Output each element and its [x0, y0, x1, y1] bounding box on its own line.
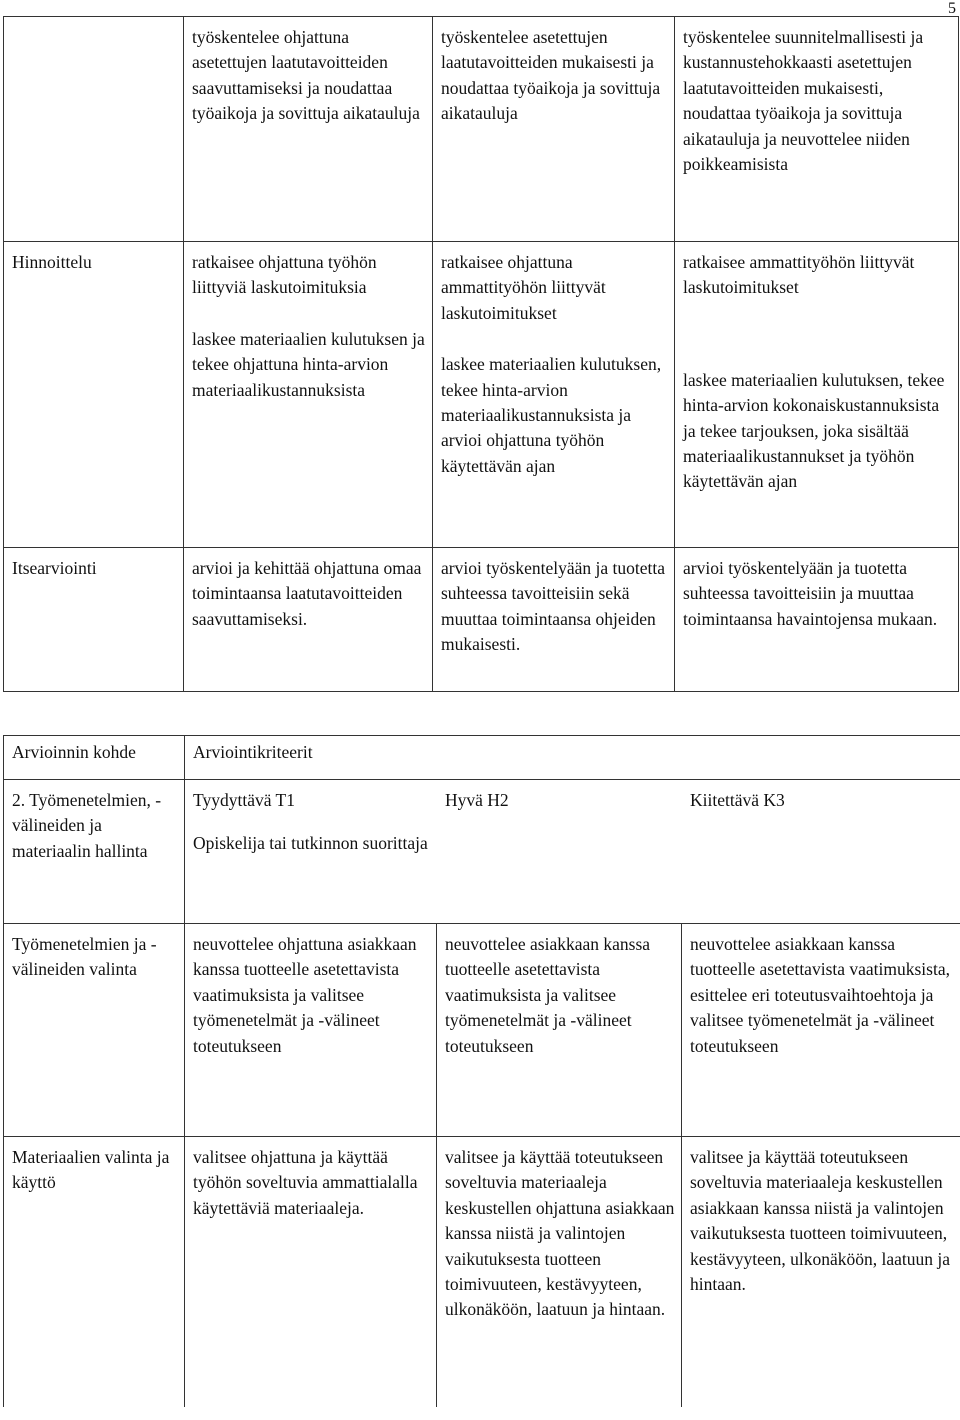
- criteria-cell: [185, 924, 437, 1137]
- criteria-cell: [184, 242, 433, 548]
- criteria-text: neuvottelee asiakkaan kanssa tuotteelle asetettavista vaatimuksista, esittelee eri toteutusvaihtoehtoja ja valitsee työmenetelmät ja -välineet toteutukseen: [690, 934, 950, 1056]
- criteria-cell: [682, 1137, 960, 1407]
- criteria-text: valitsee ohjattuna ja käyttää työhön soveltuvia ammattialalla käytettäviä materiaaleja.: [193, 1147, 418, 1218]
- criteria-text: neuvottelee ohjattuna asiakkaan kanssa tuotteelle asetettavista vaatimuksista ja valitsee työmenetelmät ja -välineet toteutukseen: [193, 934, 417, 1056]
- criteria-text: valitsee ja käyttää toteutukseen soveltuvia materiaaleja keskustellen ohjattuna asiakkaan kanssa niistä ja valintojen vaikutuksesta tuotteen toimivuuteen, kestävyyteen, ulkonäköön, laatuun ja hintaan.: [445, 1147, 675, 1320]
- criteria-text: arvioi työskentelyään ja tuotetta suhteessa tavoitteisiin sekä muuttaa toimintaansa ohjeiden mukaisesti.: [441, 558, 666, 655]
- row-label: Itsearviointi: [12, 558, 97, 578]
- criteria-cell: [433, 242, 675, 548]
- row-label: [4, 17, 183, 31]
- criteria-cell: [184, 17, 433, 242]
- criteria-text: työskentelee ohjattuna asetettujen laatutavoitteiden saavuttamiseksi ja noudattaa työaikoja ja sovittuja aikatauluja: [192, 27, 420, 124]
- section-label: 2. Työmenetelmien, -välineiden ja materiaalin hallinta: [12, 790, 162, 861]
- row-label-cell: [4, 1137, 185, 1407]
- criteria-cell: [433, 548, 675, 692]
- criteria-cell: [437, 1137, 682, 1407]
- row-label: Työmenetelmien ja -välineiden valinta: [12, 934, 157, 980]
- criteria-text: neuvottelee asiakkaan kanssa tuotteelle asetettavista vaatimuksista ja valitsee työmenetelmät ja -välineet toteutukseen: [445, 934, 651, 1056]
- header-right: Arviointikriteerit: [193, 742, 313, 762]
- level-label: Tyydyttävä T1: [193, 790, 295, 810]
- criteria-text: ratkaisee ohjattuna työhön liittyviä laskutoimituksia: [192, 252, 377, 298]
- header-left: Arvioinnin kohde: [12, 742, 136, 762]
- table-row: [4, 780, 960, 924]
- row-label: Materiaalien valinta ja käyttö: [12, 1147, 170, 1193]
- table-row: [4, 548, 959, 692]
- header-cell: [185, 736, 960, 780]
- criteria-text: työskentelee asetettujen laatutavoitteiden mukaisesti ja noudattaa työaikoja ja sovittuja aikatauluja: [441, 27, 661, 124]
- section-label-cell: [4, 780, 185, 924]
- criteria-text: valitsee ja käyttää toteutukseen soveltuvia materiaaleja keskustellen asiakkaan kanssa niistä ja valintojen vaikutuksesta tuotteen toimivuuteen, kestävyyteen, ulkonäköön, laatuun ja hintaan.: [690, 1147, 950, 1295]
- row-label: Hinnoittelu: [12, 252, 92, 272]
- criteria-cell: [675, 17, 959, 242]
- criteria-text: ratkaisee ohjattuna ammattityöhön liittyvät laskutoimitukset: [441, 252, 606, 323]
- row-label-cell: [4, 924, 185, 1137]
- criteria-cell: [433, 17, 675, 242]
- row-label-cell: [4, 17, 184, 242]
- criteria-cell: [675, 242, 959, 548]
- level-label: Kiitettävä K3: [690, 790, 785, 810]
- criteria-cell: [675, 548, 959, 692]
- criteria-table: [3, 735, 960, 1407]
- table-row: [4, 17, 959, 242]
- criteria-text: arvioi työskentelyään ja tuotetta suhteessa tavoitteisiin ja muuttaa toimintaansa havaintojensa mukaan.: [683, 558, 938, 629]
- table-header-row: [4, 736, 960, 780]
- table-row: [4, 1137, 960, 1407]
- criteria-text: laskee materiaalien kulutuksen ja tekee ohjattuna hinta-arvion materiaalikustannuksista: [192, 328, 425, 400]
- levels-cell: [185, 780, 960, 924]
- criteria-cell: [184, 548, 433, 692]
- row-label-cell: [4, 548, 184, 692]
- criteria-cell: [185, 1137, 437, 1407]
- levels-row: [193, 788, 957, 813]
- header-cell: [4, 736, 185, 780]
- row-label-cell: [4, 242, 184, 548]
- criteria-cell: [682, 924, 960, 1137]
- table-row: [4, 242, 959, 548]
- performer-label: Opiskelija tai tutkinnon suorittaja: [193, 833, 428, 854]
- criteria-text: arvioi ja kehittää ohjattuna omaa toimintaansa laatutavoitteiden saavuttamiseksi.: [192, 558, 422, 629]
- criteria-text: työskentelee suunnitelmallisesti ja kustannustehokkaasti asetettujen laatutavoitteiden mukaisesti, noudattaa työaikoja ja sovittuja aikatauluja ja neuvottelee niiden poikkeamisista: [683, 27, 924, 175]
- page-number: 5: [948, 0, 956, 17]
- criteria-text: ratkaisee ammattityöhön liittyvät laskutoimitukset: [683, 252, 915, 298]
- criteria-text: laskee materiaalien kulutuksen, tekee hinta-arvion kokonaiskustannuksista ja tekee tarjouksen, joka sisältää materiaalikustannukset ja työhön käytettävän ajan: [683, 369, 945, 492]
- criteria-table-continued: [3, 16, 959, 692]
- table-row: [4, 924, 960, 1137]
- level-label: Hyvä H2: [445, 790, 509, 810]
- criteria-cell: [437, 924, 682, 1137]
- criteria-text: laskee materiaalien kulutuksen, tekee hinta-arvion materiaalikustannuksista ja arvioi ohjattuna työhön käytettävän ajan: [441, 354, 662, 476]
